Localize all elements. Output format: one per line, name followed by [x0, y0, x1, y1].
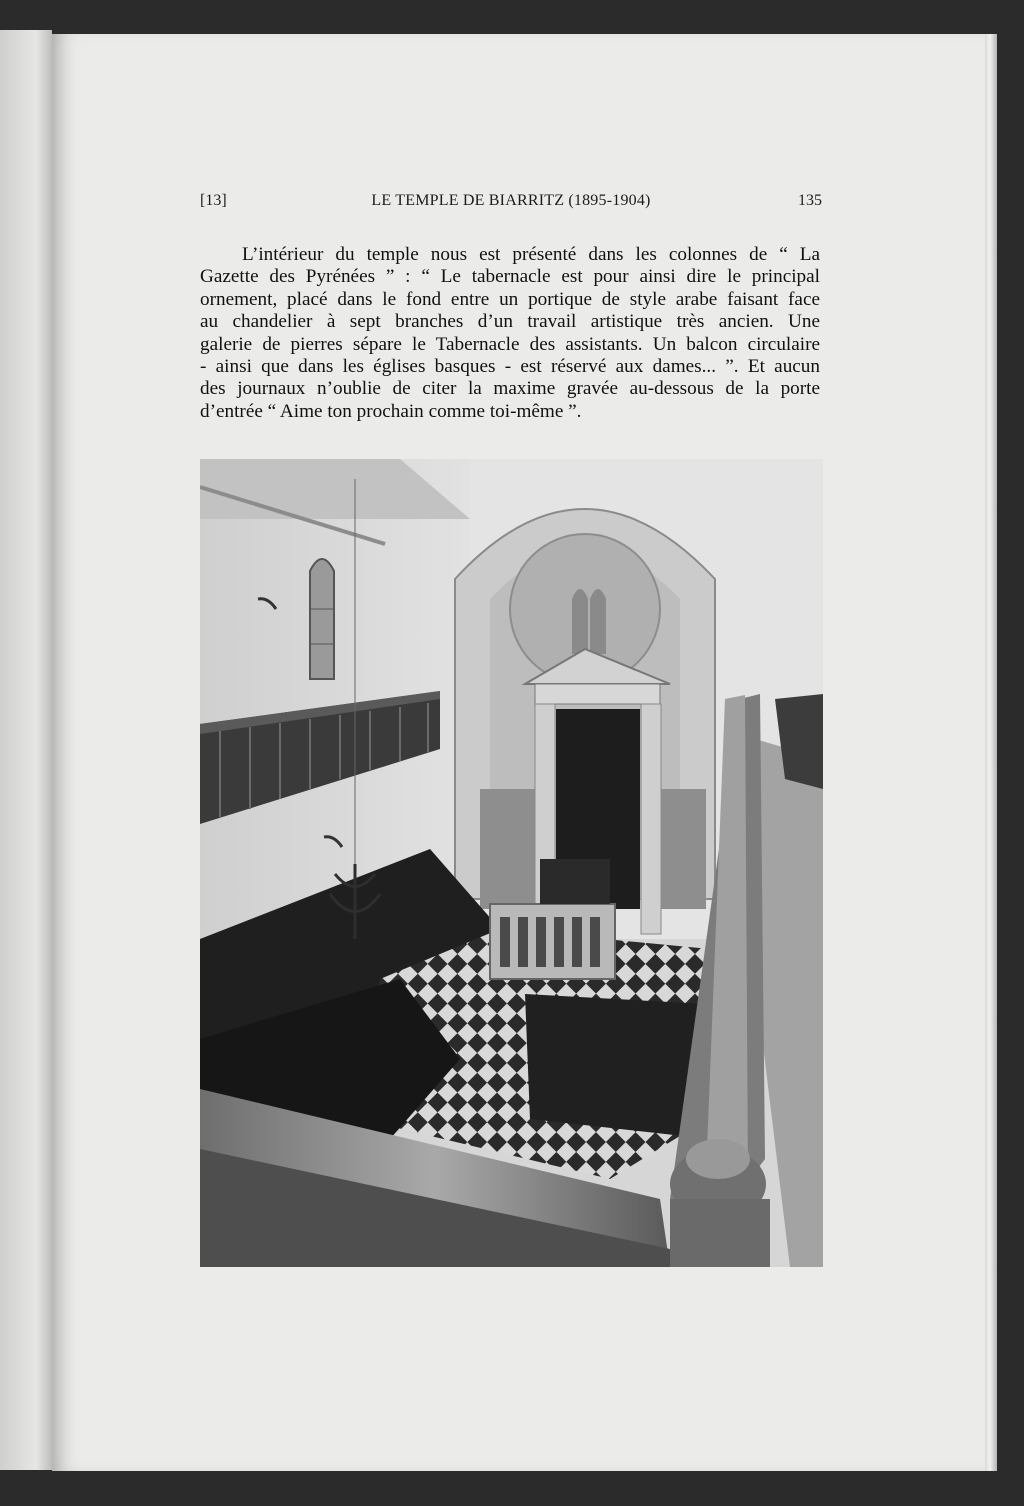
running-title: LE TEMPLE DE BIARRITZ (1895-1904): [371, 192, 651, 209]
text-line: ornement, placé dans le fond entre un portique de style arabe faisant face: [200, 288, 820, 310]
section-reference: [13]: [200, 192, 227, 209]
text-line: Gazette des Pyrénées ” : “ Le tabernacle est pour ainsi dire le principal: [200, 266, 820, 288]
page-number: 135: [798, 192, 822, 209]
running-head: [200, 192, 822, 216]
text-line: galerie de pierres sépare le Tabernacle des assistants. Un balcon circulaire: [200, 333, 820, 355]
text-line: - ainsi que dans les églises basques - est réservé aux dames... ”. Et aucun: [200, 356, 820, 378]
text-line: d’entrée “ Aime ton prochain comme toi-même ”.: [200, 400, 582, 422]
text-line: au chandelier à sept branches d’un travail artistique très ancien. Une: [200, 311, 820, 333]
synagogue-interior-photo: [200, 459, 823, 1267]
text-line: L’intérieur du temple nous est présenté dans les colonnes de “ La: [242, 244, 820, 265]
body-paragraph: [200, 244, 820, 423]
page-stack-edge: [985, 34, 997, 1471]
facing-page-edge: [0, 30, 52, 1470]
text-line: des journaux n’oublie de citer la maxime gravée au-dessous de la porte: [200, 378, 820, 400]
